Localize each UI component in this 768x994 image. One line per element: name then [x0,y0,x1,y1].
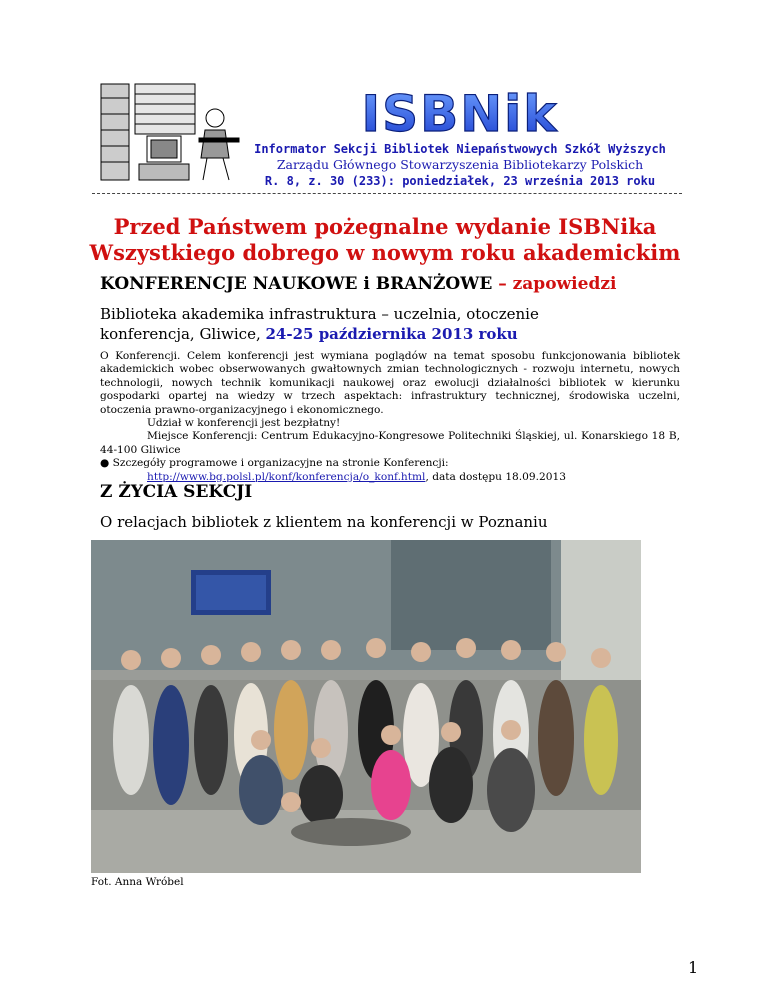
section2-title: Z ŻYCIA SEKCJI [100,482,253,502]
event-line1: Biblioteka akademika infrastruktura – uczelnia, otoczenie [100,305,539,323]
conference-link[interactable]: http://www.bg.polsl.pl/konf/konferencja/o_konf.html [147,470,426,483]
section2-subtitle: O relacjach bibliotek z klientem na konferencji w Poznaniu [100,513,548,531]
event-date: 24-25 października 2013 roku [265,325,518,343]
access-date: , data dostępu 18.09.2013 [425,470,566,483]
logo-illustration [95,78,245,188]
masthead-line2: Zarządu Głównego Stowarzyszenia Bibliotekarzy Polskich [276,157,644,172]
section1-title-main: KONFERENCJE NAUKOWE i BRANŻOWE [100,274,493,294]
conference-description [100,350,680,484]
para-about: O Konferencji. Celem konferencji jest wymiana poglądów na temat sposobu funkcjonowania bibliotek akademickich wobec obserwowanych gwałtownych zmian technologicznych - rozwoju internetu, nowych technologii, nowych technik komunikacji naukowej oraz ewolucji działalności bibliotek w kierunku gospodarki opartej na wiedzy w trzech aspektach: infrastruktury technicznej, środowiska uczelni, otoczenia prawno-organizacyjnego i ekonomicznego. [100,350,680,416]
masthead-title-text: ISBNik [361,88,559,138]
divider [92,193,682,194]
photo-caption: Fot. Anna Wróbel [91,876,184,888]
para-free: Udział w konferencji jest bezpłatny! [147,417,341,430]
event-location: konferencja, Gliwice, [100,325,261,343]
headline-line2: Wszystkiego dobrego w nowym roku akademickim [89,240,681,265]
section1-title-suffix: – zapowiedzi [498,274,617,294]
masthead-title [250,88,670,138]
event-line2 [100,324,680,344]
page-number: 1 [688,958,699,977]
masthead-line3: R. 8, z. 30 (233): poniedziałek, 23 września 2013 roku [264,174,656,188]
para-details: ● Szczegóły programowe i organizacyjne na stronie Konferencji: [100,457,449,470]
section1-title [100,273,616,295]
masthead-line1: Informator Sekcji Bibliotek Niepaństwowych Szkół Wyższych [254,142,666,156]
para-venue: Miejsce Konferencji: Centrum Edukacyjno-Kongresowe Politechniki Śląskiej, ul. Konarskiego 18 B, 44-100 Gliwice [100,430,680,456]
headline-line1: Przed Państwem pożegnalne wydanie ISBNika [113,214,657,239]
group-photo [91,540,641,873]
